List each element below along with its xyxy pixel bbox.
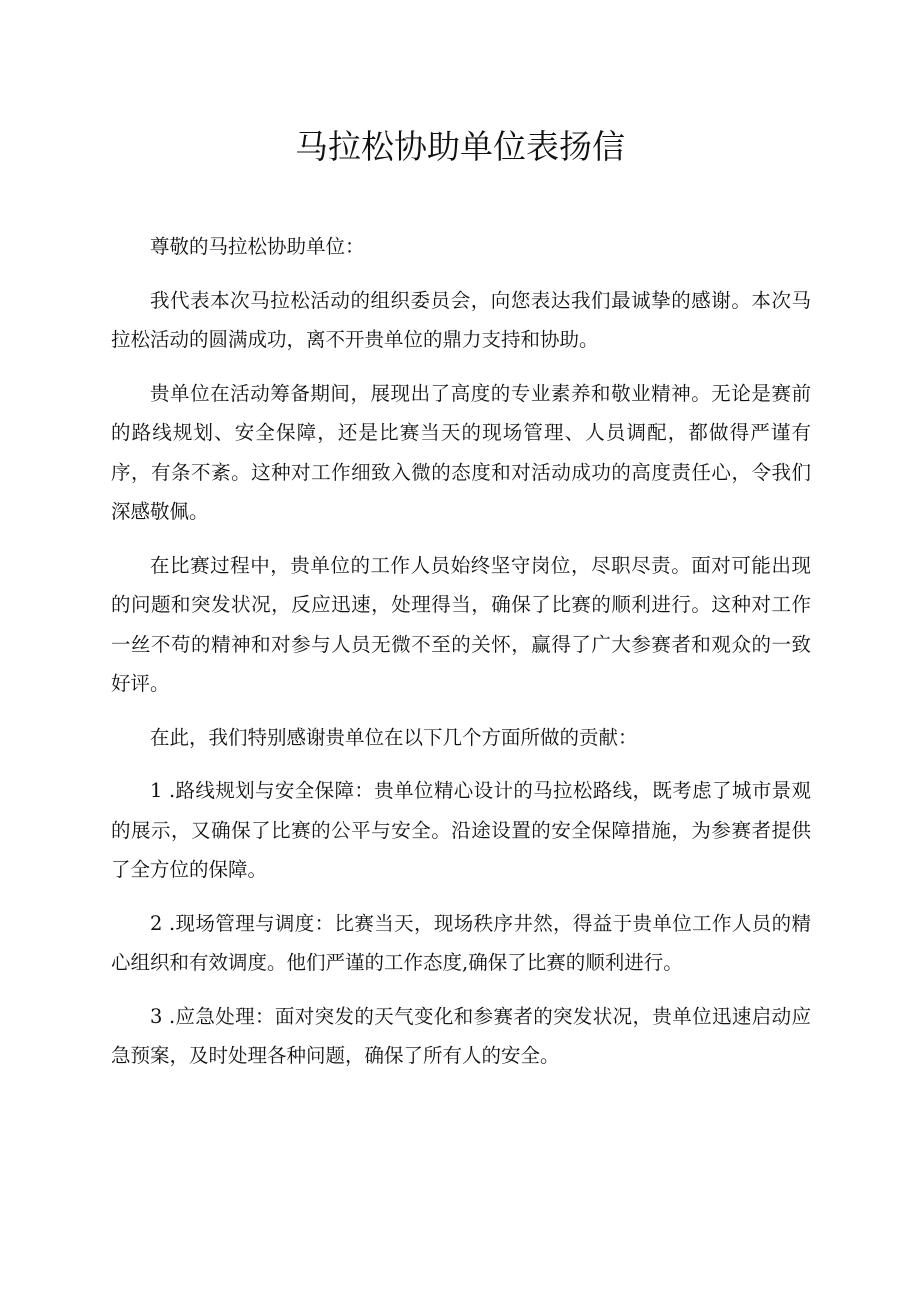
document-body [111,227,811,1090]
document-title: 马拉松协助单位表扬信 [295,127,625,166]
paragraph-intro: 我代表本次马拉松活动的组织委员会，向您表达我们最诚挚的感谢。本次马拉松活动的圆满成功，离不开贵单位的鼎力支持和协助。 [111,288,811,351]
list-item-route-safety: 1 .路线规划与安全保障：贵单位精心设计的马拉松路线，既考虑了城市景观的展示，又确保了比赛的公平与安全。沿途设置的安全保障措施，为参赛者提供了全方位的保障。 [111,779,811,881]
paragraph-thanks-lead: 在此，我们特别感谢贵单位在以下几个方面所做的贡献： [150,725,638,749]
paragraph-preparation: 贵单位在活动筹备期间，展现出了高度的专业素养和敬业精神。无论是赛前的路线规划、安全保障，还是比赛当天的现场管理、人员调配，都做得严谨有序，有条不紊。这种对工作细致入微的态度和对活动成功的高度责任心，令我们深感敬佩。 [111,381,811,523]
list-item-site-management: 2 .现场管理与调度：比赛当天，现场秩序井然，得益于贵单位工作人员的精心组织和有效调度。他们严谨的工作态度,确保了比赛的顺利进行。 [111,911,811,974]
list-item-emergency: 3 .应急处理：面对突发的天气变化和参赛者的突发状况，贵单位迅速启动应急预案，及时处理各种问题，确保了所有人的安全。 [111,1004,811,1067]
salutation: 尊敬的马拉松协助单位： [150,235,365,258]
paragraph-race-process: 在比赛过程中，贵单位的工作人员始终坚守岗位，尽职尽责。面对可能出现的问题和突发状况，反应迅速，处理得当，确保了比赛的顺利进行。这种对工作一丝不苟的精神和对参与人员无微不至的关怀，赢得了广大参赛者和观众的一致好评。 [111,553,811,695]
